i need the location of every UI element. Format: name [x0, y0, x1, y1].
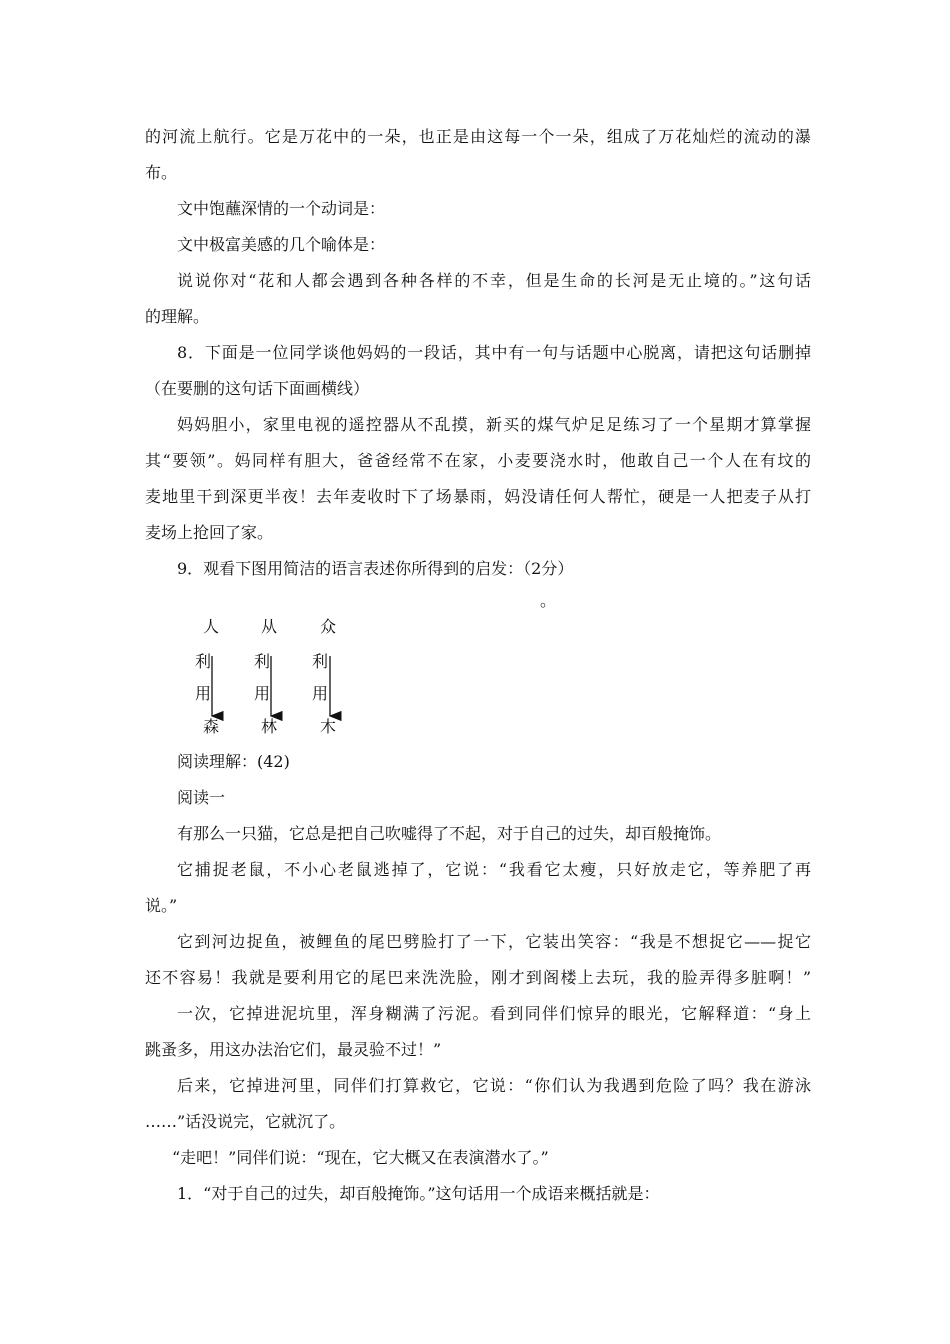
figure-char-ren: 人 — [203, 617, 220, 636]
figure-char-yong: 用 — [254, 684, 271, 703]
paragraph-line: 妈妈胆小，家里电视的遥控器从不乱摸，新买的煤气炉足足练习了一个星期才算掌握 — [177, 415, 811, 434]
question-line: 文中极富美感的几个喻体是： — [177, 235, 386, 254]
figure-char-yong: 用 — [195, 684, 212, 703]
question-8-line: 8．下面是一位同学谈他妈妈的一段话，其中有一句与话题中心脱离，请把这句话删掉 — [177, 343, 811, 362]
figure-char-li: 利 — [254, 652, 271, 671]
figure-char-li: 利 — [195, 652, 212, 671]
figure-char-li: 利 — [312, 652, 329, 671]
passage-line: 它到河边捉鱼，被鲤鱼的尾巴劈脸打了一下，它装出笑容：“我是不想捉它——捉它 — [177, 932, 811, 951]
question-line: 的理解。 — [145, 307, 210, 326]
question-line: 1．“对于自己的过失，却百般掩饰。”这句话用一个成语来概括就是： — [177, 1184, 660, 1203]
passage-line: “走吧！”同伴们说：“现在，它大概又在表演潜水了。” — [172, 1148, 549, 1167]
passage-line: 一次，它掉进泥坑里，浑身糊满了污泥。看到同伴们惊异的眼光，它解释道：“身上 — [177, 1004, 811, 1023]
question-8-line: （在要删的这句话下面画横线） — [145, 379, 370, 398]
paragraph-line: 其“要领”。妈同样有胆大，爸爸经常不在家，小麦要浇水时，他敢自己一个人在有坟的 — [145, 451, 811, 470]
question-line: 说说你对“花和人都会遇到各种各样的不幸，但是生命的长河是无止境的。”这句话 — [177, 271, 811, 290]
figure-char-lin: 林 — [261, 717, 278, 736]
passage-line: 跳蚤多，用这办法治它们，最灵验不过！” — [145, 1040, 442, 1059]
paragraph-line: 的河流上航行。它是万花中的一朵，也正是由这每一个一朵，组成了万花灿烂的流动的瀑 — [145, 127, 811, 146]
passage-line: 后来，它掉进河里，同伴们打算救它，它说：“你们认为我遇到危险了吗？我在游泳 — [177, 1076, 811, 1095]
paragraph-line: 麦地里干到深更半夜！去年麦收时下了场暴雨，妈没请任何人帮忙，硬是一人把麦子从打 — [145, 487, 811, 506]
passage-line: 还不容易！我就是要利用它的尾巴来洗洗脸，刚才到阁楼上去玩，我的脸弄得多脏啊！” — [145, 968, 811, 987]
word-figure — [190, 612, 360, 742]
passage-line: ……”话没说完，它就沉了。 — [145, 1112, 346, 1131]
passage-line: 有那么一只猫，它总是把自己吹嘘得了不起，对于自己的过失，却百般掩饰。 — [177, 824, 722, 843]
question-line: 文中饱蘸深情的一个动词是： — [177, 199, 386, 218]
figure-char-mu: 木 — [320, 717, 337, 736]
section-heading: 阅读理解：(42) — [177, 752, 290, 771]
figure-char-yong: 用 — [312, 684, 329, 703]
paragraph-line: 布。 — [145, 163, 178, 182]
figure-char-zhong: 众 — [320, 617, 337, 636]
answer-blank-mark: 。 — [540, 591, 557, 610]
question-9-line: 9．观看下图用简洁的语言表述你所得到的启发：（2分） — [177, 559, 574, 578]
passage-line: 它捕捉老鼠，不小心老鼠逃掉了，它说：“我看它太瘦，只好放走它，等养肥了再 — [177, 860, 811, 879]
paragraph-line: 麦场上抢回了家。 — [145, 523, 274, 542]
figure-char-cong: 从 — [261, 617, 278, 636]
section-heading: 阅读一 — [177, 788, 226, 807]
figure-char-sen: 森 — [203, 717, 220, 736]
passage-line: 说。” — [145, 896, 178, 915]
